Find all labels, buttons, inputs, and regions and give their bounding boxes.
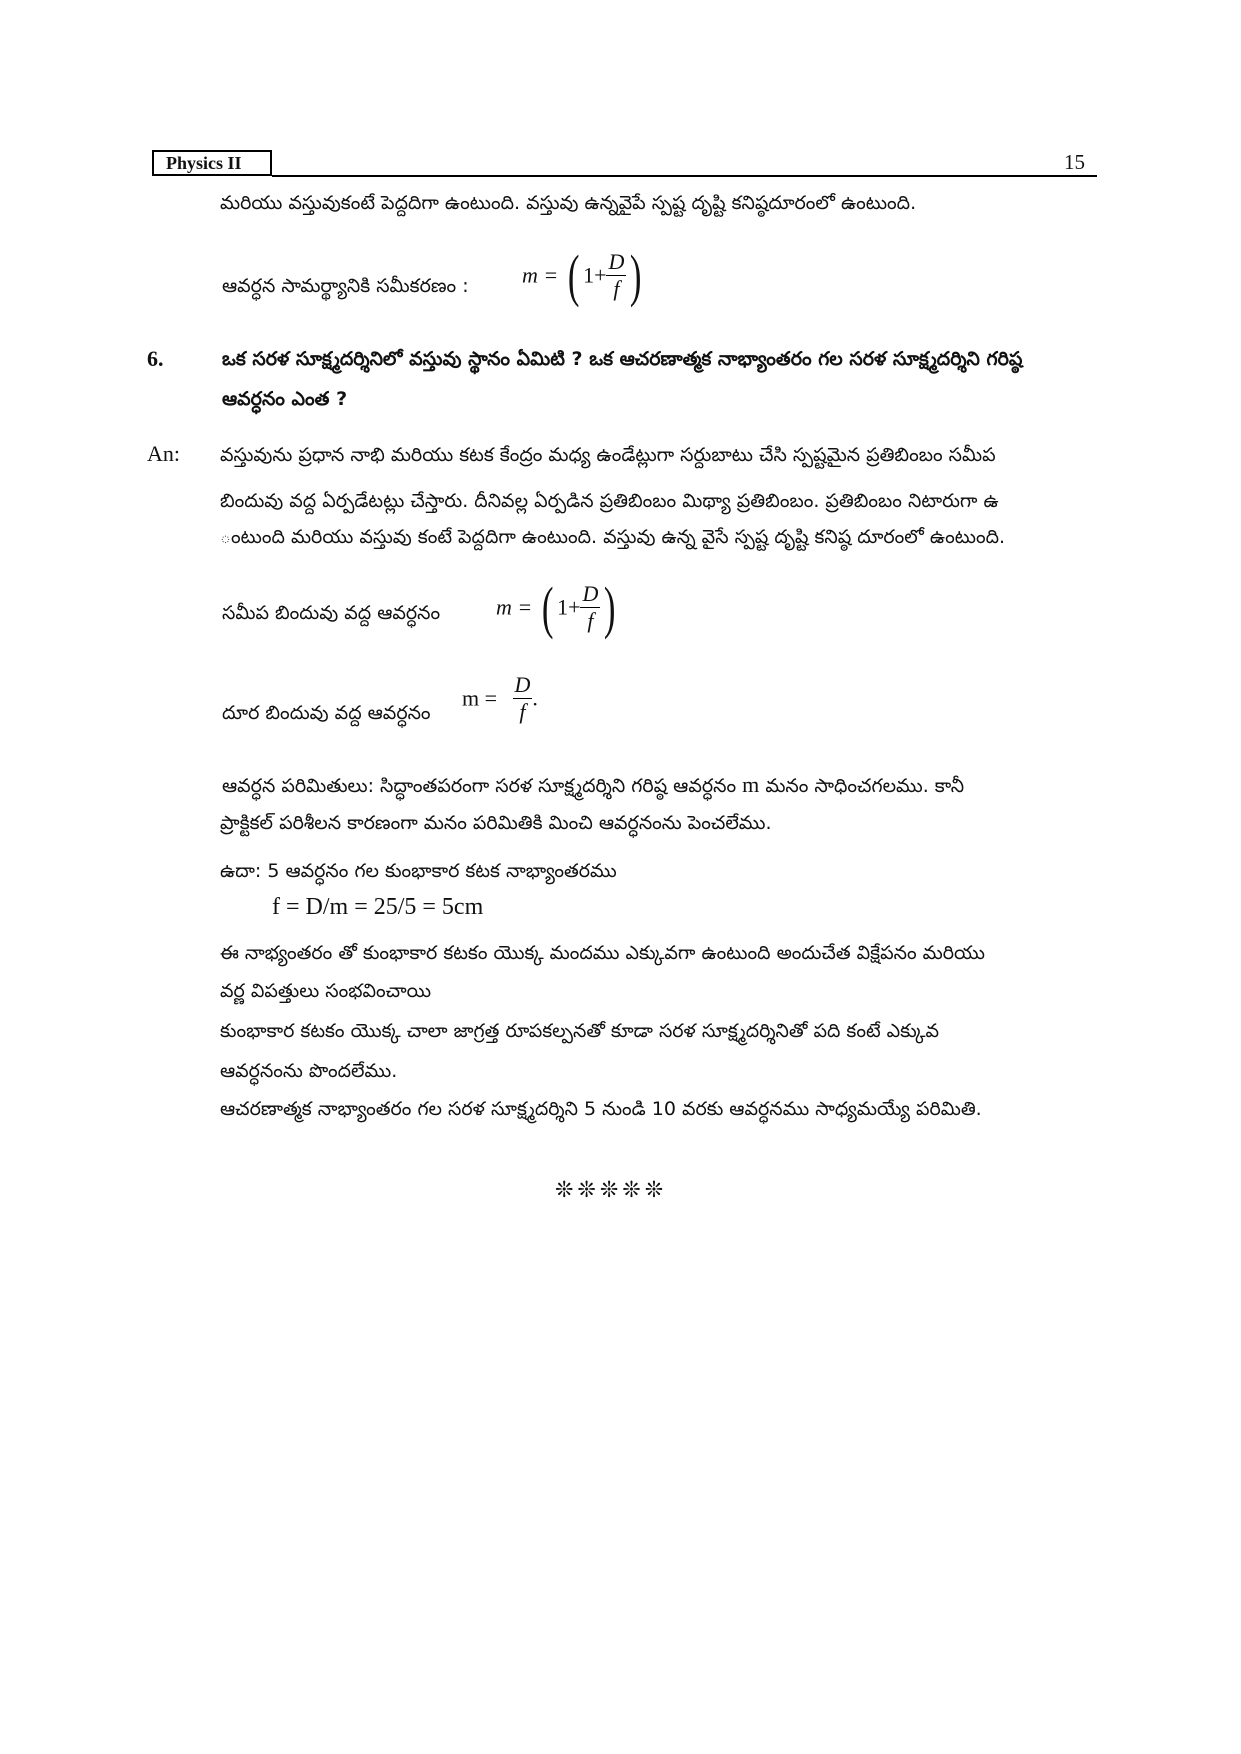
question-line-2: ఆవర్ధనం ఎంత ? xyxy=(222,388,348,410)
page-number: 15 xyxy=(1064,150,1085,174)
near-eq-m: m = xyxy=(496,594,533,620)
eq-fraction xyxy=(606,249,626,302)
near-eq-numerator: D xyxy=(582,581,599,606)
eq-numerator: D xyxy=(608,249,625,274)
near-point-label: సమీప బిందువు వద్ద ఆవర్ధనం xyxy=(222,602,441,624)
answer-line-3: ంటుంది మరియు వస్తువు కంటే పెద్దదిగా ఉంటుంది. వస్తువు ఉన్న వైసే స్పష్ట దృష్టి కనిష్ఠ దూరంలో ఉంటుంది. xyxy=(220,526,1006,548)
far-eq-denominator: f xyxy=(519,699,526,724)
answer-label: An: xyxy=(147,441,180,466)
eq-denominator: f xyxy=(613,276,620,301)
paragraph-2-line-1: కుంభాకార కటకం యొక్క చాలా జాగ్రత్త రూపకల్పనతో కూడా సరళ సూక్ష్మదర్శినితో పది కంటే ఎక్కువ xyxy=(220,1020,940,1042)
limits-line-2: ప్రాక్టికల్ పరిశీలన కారణంగా మనం పరిమితికి మించి ఆవర్ధనంను పెంచలేము. xyxy=(220,812,772,834)
eq-m: m = xyxy=(522,262,559,288)
near-eq-denominator: f xyxy=(587,608,594,633)
far-eq-m: m = xyxy=(462,685,498,711)
header-title: Physics II xyxy=(152,150,272,176)
far-eq-fraction xyxy=(513,672,533,725)
paragraph-1-line-1: ఈ నాభ్యంతరం తో కుంభాకార కటకం యొక్క మందము ఎక్కువగా ఉంటుంది అందుచేత విక్షేపనం మరియు xyxy=(220,942,985,964)
intro-line: మరియు వస్తువుకంటే పెద్దదిగా ఉంటుంది. వస్తువు ఉన్నవైపే స్పష్ట దృష్టి కనిష్ఠదూరంలో ఉంటుంది. xyxy=(220,192,917,214)
far-point-equation xyxy=(462,672,538,725)
near-point-equation xyxy=(496,574,620,641)
intro-equation xyxy=(522,242,646,309)
answer-line-1: వస్తువును ప్రధాన నాభి మరియు కటక కేంద్రం మధ్య ఉండేట్లుగా సర్దుబాటు చేసి స్పష్టమైన ప్రతిబింబం సమీప xyxy=(220,444,996,466)
right-paren-icon: ) xyxy=(630,243,642,308)
limits-m: m xyxy=(742,772,760,797)
near-eq-fraction xyxy=(580,581,600,634)
example-line: ఉదా: 5 ఆవర్ధనం గల కుంభాకార కటక నాభ్యాంతరము xyxy=(220,860,617,882)
question-line-1: ఒక సరళ సూక్ష్మదర్శినిలో వస్తువు స్థానం ఏమిటి ? ఒక ఆచరణాత్మక నాభ్యాంతరం గల సరళ సూక్ష్మదర్శిని గరిష్ఠ xyxy=(222,348,1023,370)
right-paren-icon: ) xyxy=(604,575,616,640)
example-formula: f = D/m = 25/5 = 5cm xyxy=(272,894,484,920)
paragraph-1-line-2: వర్ణ విపత్తులు సంభవించాయి xyxy=(220,980,432,1002)
paragraph-2-line-2: ఆవర్ధనంను పొందలేము. xyxy=(220,1060,398,1082)
far-eq-dot: . xyxy=(532,685,538,711)
limits-text-post: మనం సాధించగలము. కానీ xyxy=(765,775,965,797)
far-eq-numerator: D xyxy=(514,672,531,697)
intro-eq-label: ఆవర్ధన సామర్థ్యానికి సమీకరణం : xyxy=(222,275,469,297)
near-eq-one-plus: 1+ xyxy=(557,594,581,620)
left-paren-icon: ( xyxy=(567,243,580,308)
end-stars: ❊❊❊❊❊ xyxy=(555,1178,668,1203)
eq-one-plus: 1+ xyxy=(583,262,607,288)
left-paren-icon: ( xyxy=(541,575,554,640)
answer-line-2: బిందువు వద్ద ఏర్పడేటట్లు చేస్తారు. దీనివల్ల ఏర్పడిన ప్రతిబింబం మిథ్యా ప్రతిబింబం. ప్రతిబింబం నిటారుగా ఉ xyxy=(220,490,999,512)
limits-text-pre: ఆవర్ధన పరిమితులు: సిద్ధాంతపరంగా సరళ సూక్ష్మదర్శిని గరిష్ఠ ఆవర్ధనం xyxy=(222,775,737,797)
far-point-label: దూర బిందువు వద్ద ఆవర్ధనం xyxy=(222,702,431,724)
header-rule xyxy=(272,175,1097,177)
paragraph-3: ఆచరణాత్మక నాభ్యాంతరం గల సరళ సూక్ష్మదర్శిని 5 నుండి 10 వరకు ఆవర్ధనము సాధ్యమయ్యే పరిమితి. xyxy=(220,1098,982,1120)
limits-line-1 xyxy=(222,774,964,796)
question-number: 6. xyxy=(147,346,164,371)
